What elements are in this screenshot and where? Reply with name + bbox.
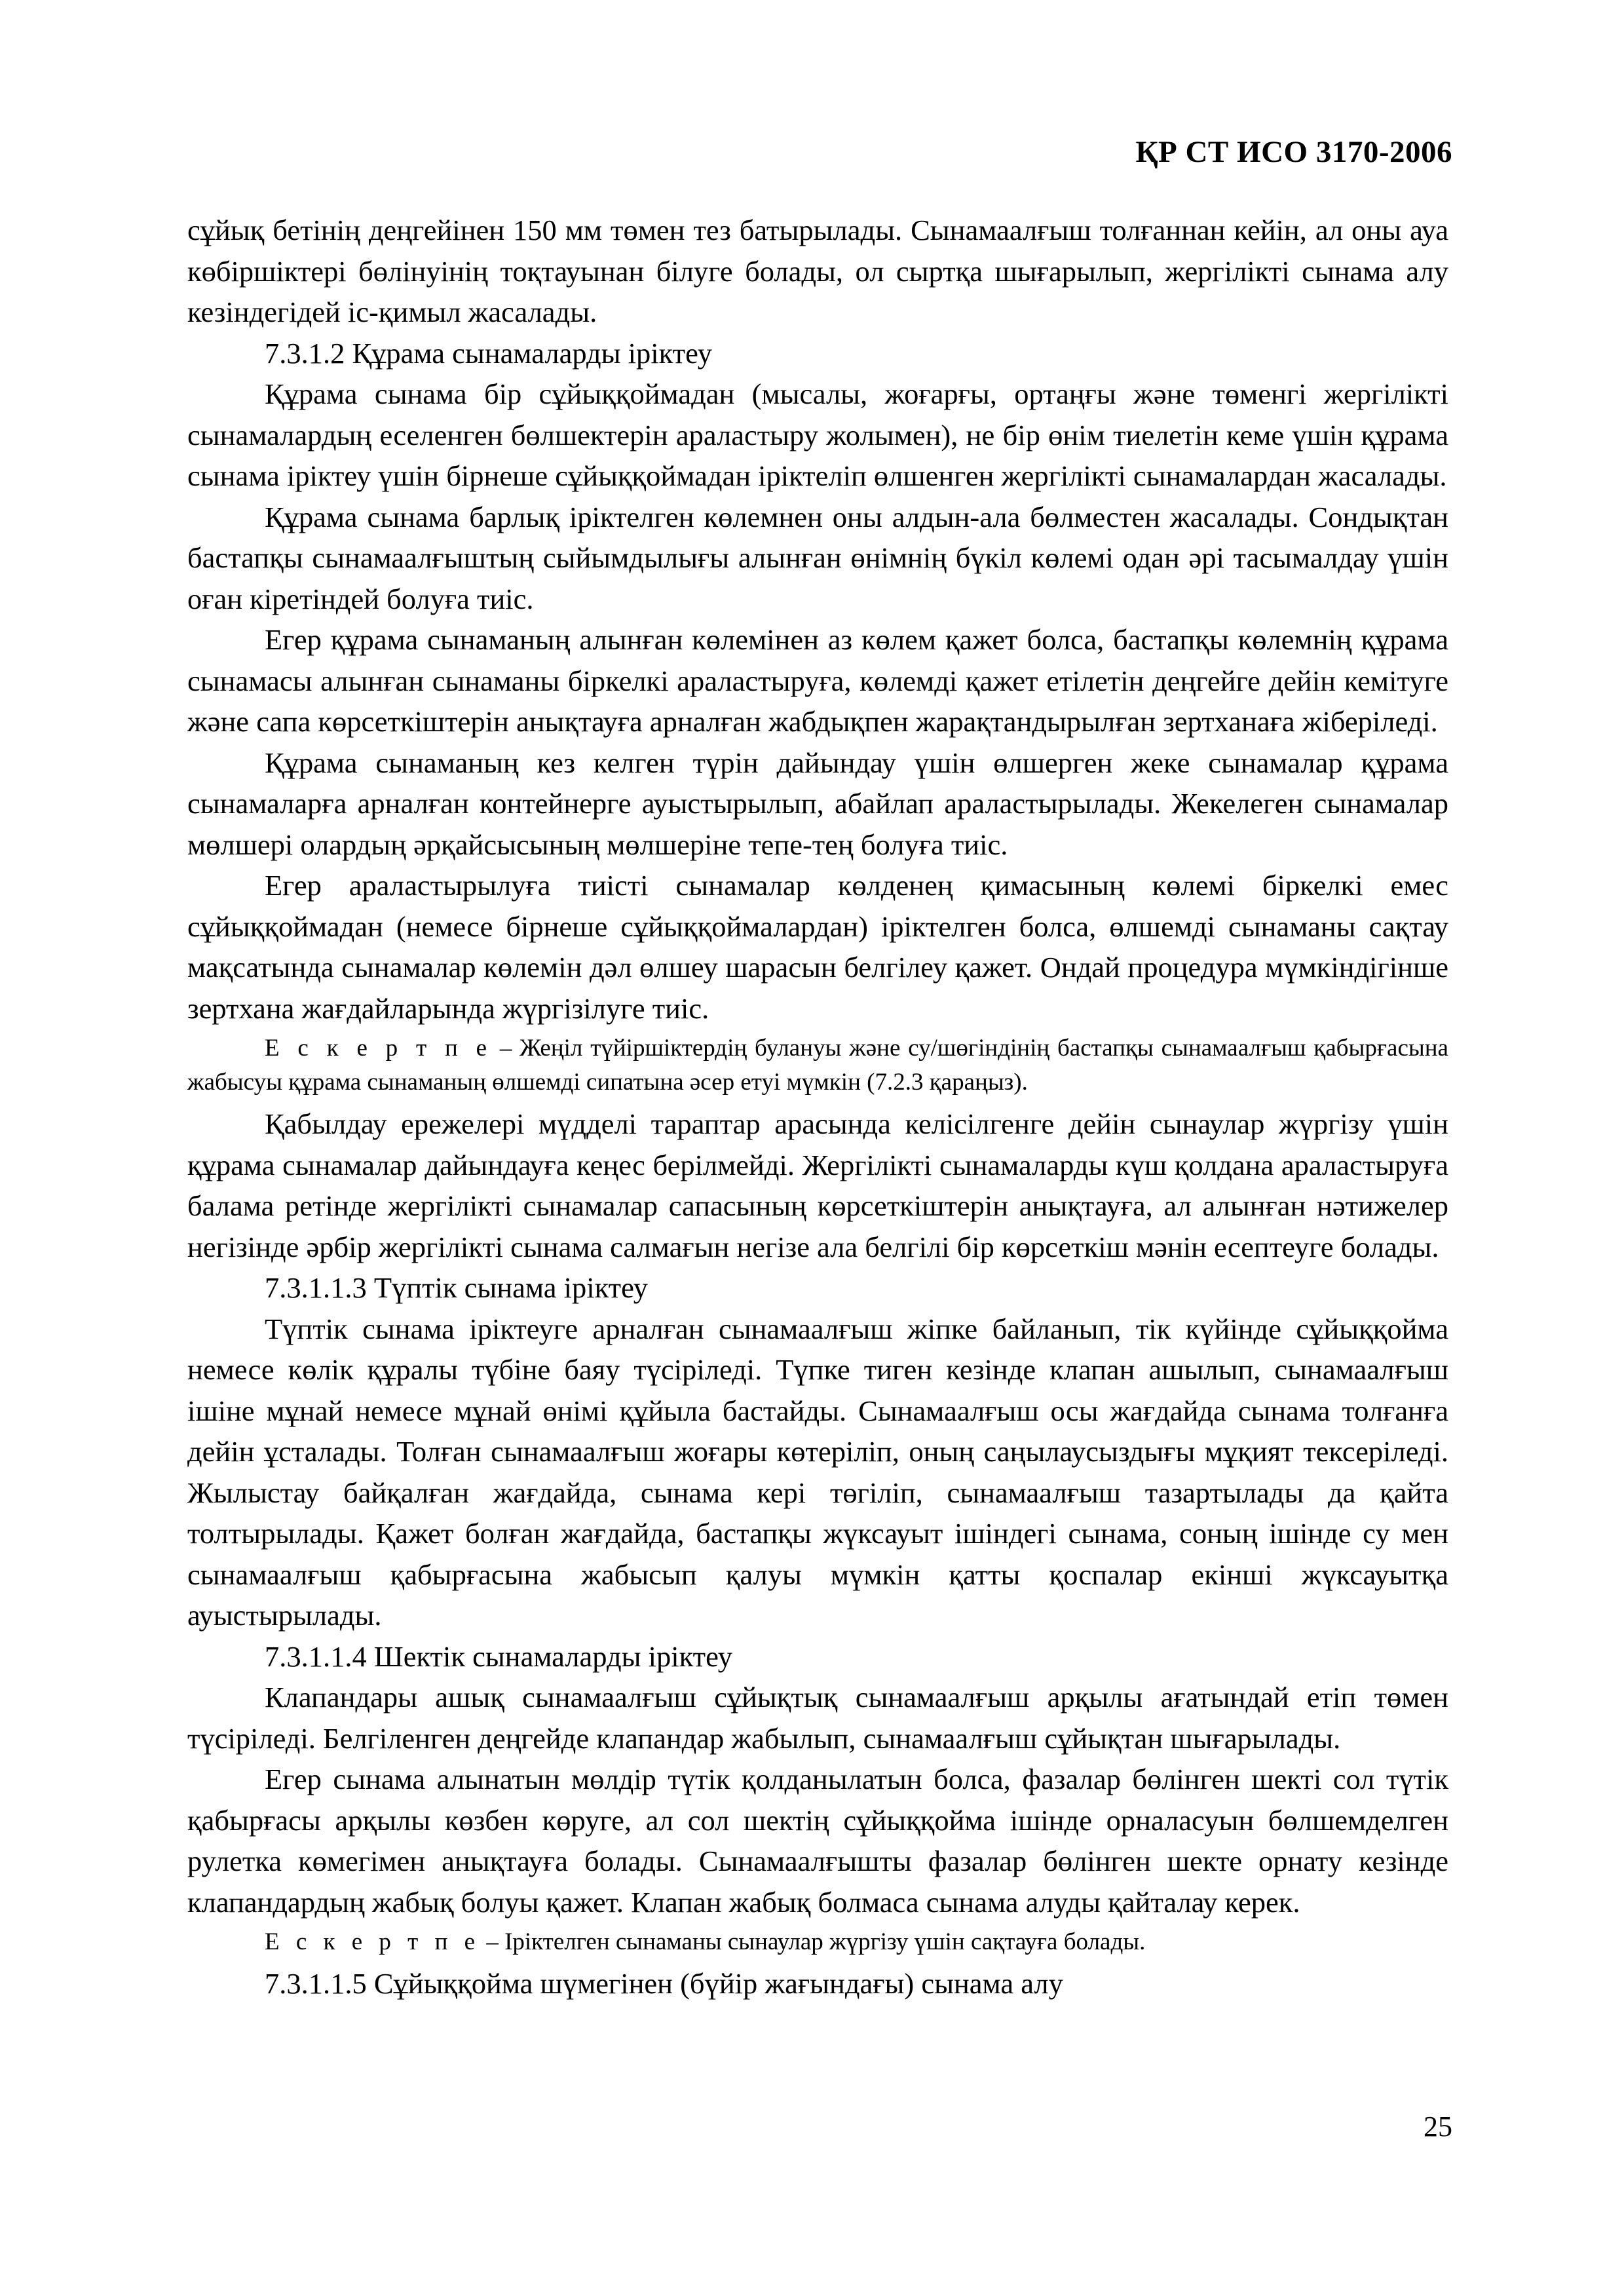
paragraph: Құрама сынама бір сұйыққоймадан (мысалы, жоғарғы, ортаңғы және төменгі жергілікті сынамалардың еселенген бөлшектерін араластыру жолымен), не бір өнім тиелетін кеме үшін құрама сынама іріктеу үшін бірнеше сұйыққоймадан іріктеліп өлшенген жергілікті сынамалардан жасалады. [187, 377, 1448, 492]
note-paragraph [187, 1031, 1448, 1100]
section-heading-7-3-1-1-3: 7.3.1.1.3 Түптік сынама іріктеу [265, 1271, 648, 1304]
document-body [187, 210, 1448, 2004]
paragraph: Түптік сынама іріктеуге арналған сынамаалғыш жіпке байланып, тік күйінде сұйыққойма немесе көлік құралы түбіне баяу түсіріледі. Түпке тиген кезінде клапан ашылып, сынамаалғыш ішіне мұнай немесе мұнай өнімі құйыла бастайды. Сынамаалғыш осы жағдайда сынама толғанға дейін ұсталады. Толған сынамаалғыш жоғары көтеріліп, оның саңылаусыздығы мұқият тексеріледі. Жылыстау байқалған жағдайда, сынама кері төгіліп, сынамаалғыш тазартылады да қайта толтырылады. Қажет болған жағдайда, бастапқы жүксауыт ішіндегі сынама, соның ішінде су мен сынамаалғыш қабырғасына жабысып қалуы мүмкін қатты қоспалар екінші жүксауытқа ауыстырылады. [187, 1312, 1448, 1632]
section-heading-7-3-1-1-5: 7.3.1.1.5 Сұйыққойма шүмегінен (бүйір жағындағы) сынама алу [265, 1967, 1063, 2000]
paragraph: Егер сынама алынатын мөлдір түтік қолданылатын болса, фазалар бөлінген шекті сол түтік қабырғасы арқылы көзбен көруге, ал сол шектің сұйыққойма ішінде орналасуын бөлшемделген рулетка көмегімен анықтауға болады. Сынамаалғышты фазалар бөлінген шекте орнату кезінде клапандардың жабық болуы қажет. Клапан жабық болмаса сынама алуды қайталау керек. [187, 1763, 1448, 1919]
section-heading-7-3-1-2: 7.3.1.2 Құрама сынамаларды іріктеу [265, 336, 713, 370]
note-label: Е с к е р т п е [265, 1928, 481, 1955]
paragraph: Қабылдау ережелері мүдделі тараптар арасында келісілгенге дейін сынаулар жүргізу үшін құрама сынамалар дайындауға кеңес берілмейді. Жергілікті сынамаларды күш қолдана араластыруға балама ретінде жергілікті сынамалар сапасының көрсеткіштерін анықтауға, ал алынған нәтижелер негізінде әрбір жергілікті сынама салмағын негізе ала белгілі бір көрсеткіш мәнін есептеуге болады. [187, 1107, 1448, 1263]
paragraph: Құрама сынама барлық іріктелген көлемнен оны алдын-ала бөлместен жасалады. Сондықтан бастапқы сынамаалғыштың сыйымдылығы алынған өнімнің бүкіл көлемі одан әрі тасымалдау үшін оған кіретіндей болуға тиіс. [187, 500, 1448, 615]
document-code-header: ҚР СТ ИСО 3170-2006 [1135, 135, 1452, 169]
note-paragraph [187, 1925, 1448, 1959]
page-number: 25 [1424, 2111, 1452, 2143]
section-heading-7-3-1-1-4: 7.3.1.1.4 Шектік сынамаларды іріктеу [265, 1639, 732, 1673]
note-label: Е с к е р т п е [265, 1035, 493, 1062]
paragraph-continuation: сұйық бетінің деңгейінен 150 мм төмен тез батырылады. Сынамаалғыш толғаннан кейін, ал оны ауа көбіршіктері бөлінуінің тоқтауынан білуге болады, ол сыртқа шығарылып, жергілікті сынама алу кезіндегідей іс-қимыл жасалады. [187, 214, 1448, 328]
paragraph: Егер араластырылуға тиісті сынамалар көлденең қимасының көлемі біркелкі емес сұйыққоймадан (немесе бірнеше сұйыққоймалардан) іріктелген болса, өлшемді сынаманы сақтау мақсатында сынамалар көлемін дәл өлшеу шарасын белгілеу қажет. Ондай процедура мүмкіндігінше зертхана жағдайларында жүргізілуге тиіс. [187, 869, 1448, 1025]
paragraph: Құрама сынаманың кез келген түрін дайындау үшін өлшерген жеке сынамалар құрама сынамаларға арналған контейнерге ауыстырылып, абайлап араластырылады. Жекелеген сынамалар мөлшері олардың әрқайсысының мөлшеріне тепе-тең болуға тиіс. [187, 746, 1448, 861]
paragraph: Егер құрама сынаманың алынған көлемінен аз көлем қажет болса, бастапқы көлемнің құрама сынамасы алынған сынаманы біркелкі араластыруға, көлемді қажет етілетін деңгейге дейін кемітуге және сапа көрсеткіштерін анықтауға арналған жабдықпен жарақтандырылған зертханаға жіберіледі. [187, 623, 1448, 738]
paragraph: Клапандары ашық сынамаалғыш сұйықтық сынамаалғыш арқылы ағатындай етіп төмен түсіріледі. Белгіленген деңгейде клапандар жабылып, сынамаалғыш сұйықтан шығарылады. [187, 1681, 1448, 1755]
note-text: – Іріктелген сынаманы сынаулар жүргізу үшін сақтауға болады. [480, 1928, 1146, 1955]
note-text: – Жеңіл түйіршіктердің булануы және су/шөгіндінің бастапқы сынамаалғыш қабырғасына жабысуы құрама сынаманың өлшемді сипатына әсер етуі мүмкін (7.2.3 қараңыз). [187, 1035, 1448, 1096]
